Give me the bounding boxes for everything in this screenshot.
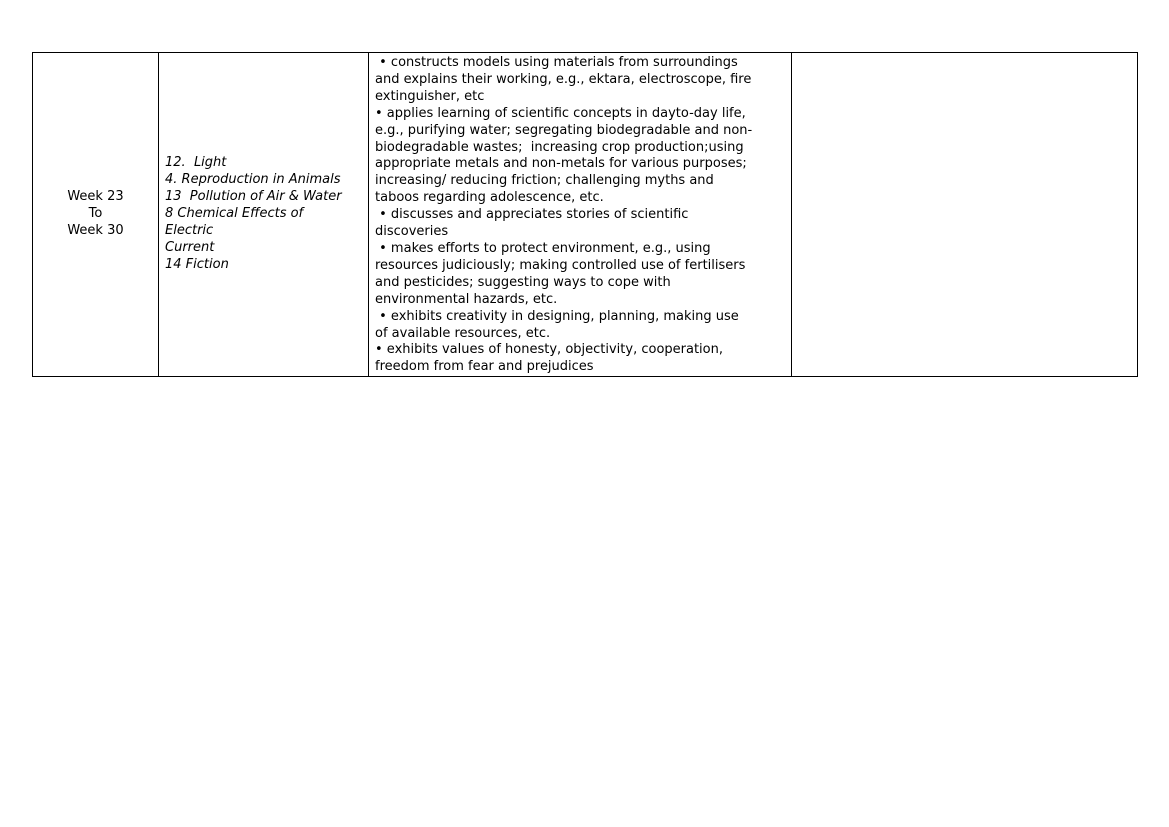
outcome-line: and explains their working, e.g., ektara, electroscope, fire bbox=[375, 71, 752, 87]
week-start: Week 23 bbox=[67, 189, 124, 205]
outcome-line: • constructs models using materials from surroundings bbox=[375, 55, 738, 70]
week-end: Week 30 bbox=[67, 223, 124, 239]
outcome-line: environmental hazards, etc. bbox=[375, 291, 558, 307]
chapter-item: Electric bbox=[165, 223, 214, 239]
chapter-item: Current bbox=[165, 239, 215, 255]
outcome-line: increasing/ reducing friction; challenging myths and bbox=[375, 173, 714, 189]
week-separator: To bbox=[88, 206, 103, 222]
chapter-item: 8 Chemical Effects of bbox=[165, 206, 304, 222]
outcome-line: and pesticides; suggesting ways to cope with bbox=[375, 274, 671, 290]
chapter-item: 4. Reproduction in Animals bbox=[165, 172, 341, 188]
week-range-cell bbox=[33, 53, 159, 377]
outcome-line: • discusses and appreciates stories of scientific bbox=[375, 207, 689, 223]
remarks-cell bbox=[792, 53, 1138, 377]
outcome-line: • exhibits values of honesty, objectivity, cooperation, bbox=[375, 342, 723, 358]
table-row bbox=[33, 53, 1138, 377]
outcome-line: taboos regarding adolescence, etc. bbox=[375, 190, 604, 206]
outcome-line: e.g., purifying water; segregating biodegradable and non- bbox=[375, 122, 753, 138]
syllabus-table bbox=[32, 52, 1138, 377]
chapter-item: 12. Light bbox=[165, 155, 227, 171]
outcome-line: freedom from fear and prejudices bbox=[375, 359, 594, 375]
outcome-line: extinguisher, etc bbox=[375, 88, 485, 104]
outcome-line: of available resources, etc. bbox=[375, 325, 551, 341]
chapter-item: 13 Pollution of Air & Water bbox=[165, 189, 342, 205]
outcome-line: discoveries bbox=[375, 224, 449, 240]
outcome-line: • makes efforts to protect environment, e.g., using bbox=[375, 240, 711, 256]
learning-outcomes-cell bbox=[369, 53, 792, 377]
outcome-line: resources judiciously; making controlled use of fertilisers bbox=[375, 257, 746, 273]
chapter-item: 14 Fiction bbox=[165, 256, 229, 272]
outcome-line: appropriate metals and non-metals for various purposes; bbox=[375, 156, 747, 172]
outcome-line: • exhibits creativity in designing, planning, making use bbox=[375, 308, 739, 324]
outcome-line: • applies learning of scientific concepts in dayto-day life, bbox=[375, 105, 746, 121]
outcome-line: biodegradable wastes; increasing crop production;using bbox=[375, 139, 744, 155]
chapters-cell bbox=[159, 53, 369, 377]
